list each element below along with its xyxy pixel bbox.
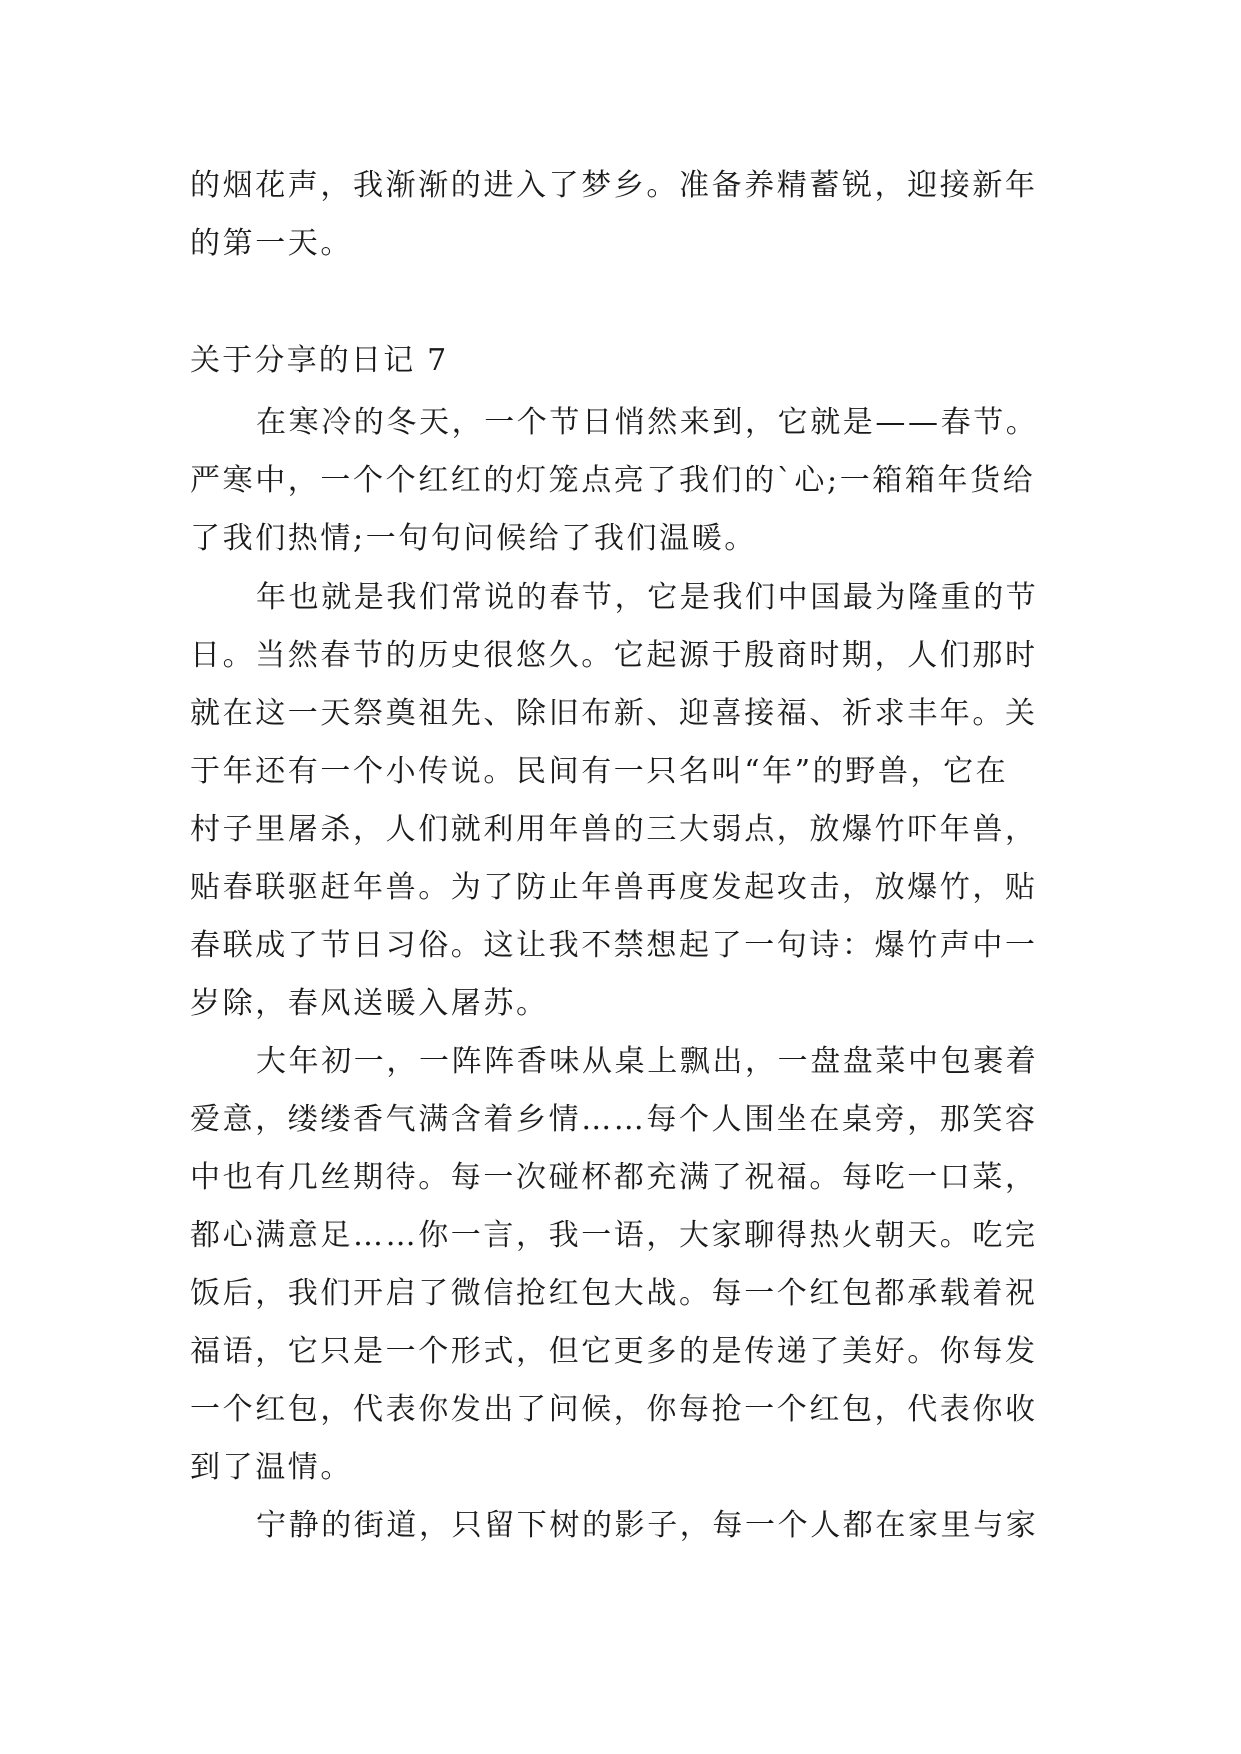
text-line: 到了温情。: [190, 1450, 353, 1485]
intro-paragraph: [190, 157, 1050, 273]
text-line: 贴春联驱赶年兽。为了防止年兽再度发起攻击，放爆竹，贴: [190, 870, 1038, 905]
paragraph-4: [190, 1497, 1050, 1555]
text-line: 于年还有一个小传说。民间有一只名叫“年”的野兽，它在: [190, 754, 1009, 789]
paragraph-1: [190, 394, 1050, 568]
text-line: 日。当然春节的历史很悠久。它起源于殷商时期，人们那时: [190, 638, 1038, 673]
text-line: 严寒中，一个个红红的灯笼点亮了我们的`心;一箱箱年货给: [190, 463, 1036, 498]
text-line: 爱意，缕缕香气满含着乡情……每个人围坐在桌旁，那笑容: [190, 1102, 1038, 1137]
text-line: 在寒冷的冬天，一个节日悄然来到，它就是——春节。: [256, 405, 1039, 440]
text-line: 都心满意足……你一言，我一语，大家聊得热火朝天。吃完: [190, 1218, 1038, 1253]
text-line: 年也就是我们常说的春节，它是我们中国最为隆重的节: [256, 580, 1039, 615]
text-line: 村子里屠杀，人们就利用年兽的三大弱点，放爆竹吓年兽，: [190, 812, 1038, 847]
text-line: 的第一天。: [190, 226, 353, 261]
text-line: 大年初一，一阵阵香味从桌上飘出，一盘盘菜中包裹着: [256, 1044, 1039, 1079]
text-line: 的烟花声，我渐渐的进入了梦乡。准备养精蓄锐，迎接新年: [190, 168, 1038, 203]
text-line: 一个红包，代表你发出了问候，你每抢一个红包，代表你收: [190, 1392, 1038, 1427]
text-line: 就在这一天祭奠祖先、除旧布新、迎喜接福、祈求丰年。关: [190, 696, 1038, 731]
text-line: 春联成了节日习俗。这让我不禁想起了一句诗：爆竹声中一: [190, 928, 1038, 963]
section-heading: 关于分享的日记 7: [190, 343, 449, 378]
text-line: 中也有几丝期待。每一次碰杯都充满了祝福。每吃一口菜，: [190, 1160, 1038, 1195]
paragraph-2: [190, 569, 1050, 1033]
paragraph-3: [190, 1033, 1050, 1497]
text-line: 福语，它只是一个形式，但它更多的是传递了美好。你每发: [190, 1334, 1038, 1369]
text-line: 了我们热情;一句句问候给了我们温暖。: [190, 521, 757, 556]
text-line: 宁静的街道，只留下树的影子，每一个人都在家里与家: [256, 1508, 1039, 1543]
text-line: 岁除，春风送暖入屠苏。: [190, 986, 549, 1021]
text-line: 饭后，我们开启了微信抢红包大战。每一个红包都承载着祝: [190, 1276, 1038, 1311]
